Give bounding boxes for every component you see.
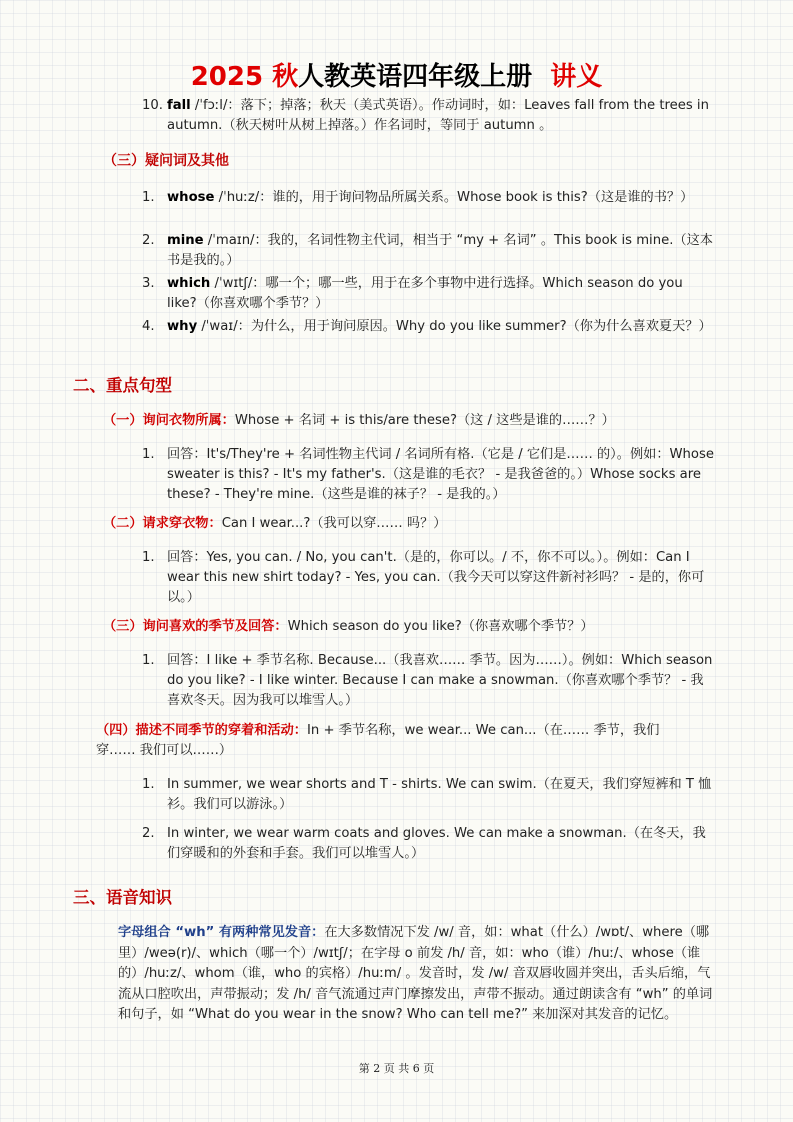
answer-text: 回答：It's/They're + 名词性物主代词 / 名词所有格.（它是 / 它们是…… 的）。例如：Whose sweater is this? - It's my father's.（这是谁的毛衣？ - 是我爸爸的。）Whose socks are these? - They're mine.（这些是谁的袜子？ - 是我的。） <box>167 447 714 502</box>
sentence-pattern-2 <box>103 514 723 534</box>
vocab-definition: /ˈfɔːl/：落下；掉落；秋天（美式英语）。作动词时，如：Leaves fall from the trees in autumn.（秋天树叶从树上掉落。）作名词时，等同于 autumn 。 <box>167 98 709 133</box>
vocab-word: why <box>167 319 198 334</box>
item-number: 1. <box>142 777 155 792</box>
item-number: 3. <box>142 276 155 291</box>
pattern-label: （一）询问衣物所属： <box>103 413 235 428</box>
item-number: 10. <box>142 98 163 113</box>
item-number: 1. <box>142 550 155 565</box>
section-heading-question-words: （三）疑问词及其他 <box>103 153 229 169</box>
item-number: 1. <box>142 190 155 205</box>
vocab-item-fall <box>142 96 714 136</box>
vocab-item-whose <box>142 188 714 208</box>
pattern-label: （四）描述不同季节的穿着和活动： <box>96 723 307 738</box>
pattern-4-example-1 <box>142 775 714 815</box>
title-suffix: 讲义 <box>550 62 603 92</box>
pattern-3-answer <box>142 651 714 711</box>
page-title <box>0 56 793 93</box>
pattern-text: In + 季节名称，we wear... We can...（在…… 季节，我们穿…… 我们可以……） <box>96 723 660 758</box>
part-heading-phonics: 三、语音知识 <box>73 888 172 907</box>
part-heading-key-sentences: 二、重点句型 <box>73 376 172 395</box>
vocab-word: fall <box>167 98 191 113</box>
vocab-item-mine <box>142 231 714 271</box>
vocab-definition: /ˈwɪtʃ/：哪一个；哪一些，用于在多个事物中进行选择。Which season do you like?（你喜欢哪个季节？） <box>167 276 683 311</box>
sentence-pattern-4 <box>96 721 696 761</box>
vocab-definition: /ˈmaɪn/：我的，名词性物主代词，相当于 “my + 名词” 。This book is mine.（这本书是我的。） <box>167 233 713 268</box>
item-number: 1. <box>142 447 155 462</box>
pattern-label: （三）询问喜欢的季节及回答： <box>103 619 288 634</box>
item-number: 2. <box>142 826 155 841</box>
vocab-word: whose <box>167 190 215 205</box>
pattern-label: （二）请求穿衣物： <box>103 516 222 531</box>
vocab-word: which <box>167 276 211 291</box>
phonics-label: 字母组合 “wh” 有两种常见发音： <box>118 925 325 940</box>
answer-text: 回答：Yes, you can. / No, you can't.（是的，你可以。/ 不，你不可以。）。例如：Can I wear this new shirt today? - Yes, you can.（我今天可以穿这件新衬衫吗？ - 是的，你可以。） <box>167 550 705 605</box>
pattern-4-example-2 <box>142 824 714 864</box>
pattern-2-answer <box>142 548 714 608</box>
answer-text: 回答：I like + 季节名称. Because...（我喜欢…… 季节。因为……）。例如：Which season do you like? - I like winter. Because I can make a snowman.（你喜欢哪个季节？ - 我喜欢冬天。因为我可以堆雪人。） <box>167 653 713 708</box>
example-text: In summer, we wear shorts and T - shirts. We can swim.（在夏天，我们穿短裤和 T 恤衫。我们可以游泳。） <box>167 777 712 812</box>
pattern-1-answer <box>142 445 714 505</box>
title-main: 人教英语四年级上册 <box>298 62 533 92</box>
item-number: 4. <box>142 319 155 334</box>
item-number: 2. <box>142 233 155 248</box>
pattern-text: Whose + 名词 + is this/are these?（这 / 这些是谁的……？） <box>234 413 615 428</box>
page-number: 第 2 页 共 6 页 <box>358 1062 435 1075</box>
pattern-text: Can I wear...?（我可以穿…… 吗？） <box>221 516 447 531</box>
vocab-definition: /ˈwaɪ/：为什么，用于询问原因。Why do you like summer?（你为什么喜欢夏天？） <box>197 319 712 334</box>
vocab-item-which <box>142 274 714 314</box>
vocab-item-why <box>142 317 714 337</box>
pattern-text: Which season do you like?（你喜欢哪个季节？） <box>287 619 594 634</box>
title-prefix: 2025 秋 <box>190 62 299 92</box>
phonics-text: 在大多数情况下发 /w/ 音，如：what（什么）/wɒt/、where（哪里）/weə(r)/、which（哪一个）/wɪtʃ/；在字母 o 前发 /h/ 音，如：who（谁）/huː/、whose（谁的）/huːz/、whom（谁，who 的宾格）/huːm/ 。发音时，发 /w/ 音双唇收圆并突出，舌头后缩，气流从口腔吹出，声带振动；发 /h/ 音气流通过声门摩擦发出，声带不振动。通过朗读含有 “wh” 的单词和句子，如 “What do you wear in the snow? Who can tell me?” 来加深对其发音的记忆。 <box>118 925 713 1022</box>
sentence-pattern-1 <box>103 411 723 431</box>
vocab-word: mine <box>167 233 204 248</box>
vocab-definition: /ˈhuːz/：谁的，用于询问物品所属关系。Whose book is this?（这是谁的书？） <box>214 190 694 205</box>
phonics-paragraph <box>118 923 714 1026</box>
item-number: 1. <box>142 653 155 668</box>
example-text: In winter, we wear warm coats and gloves. We can make a snowman.（在冬天，我们穿暖和的外套和手套。我们可以堆雪人。） <box>167 826 706 861</box>
sentence-pattern-3 <box>103 617 723 637</box>
